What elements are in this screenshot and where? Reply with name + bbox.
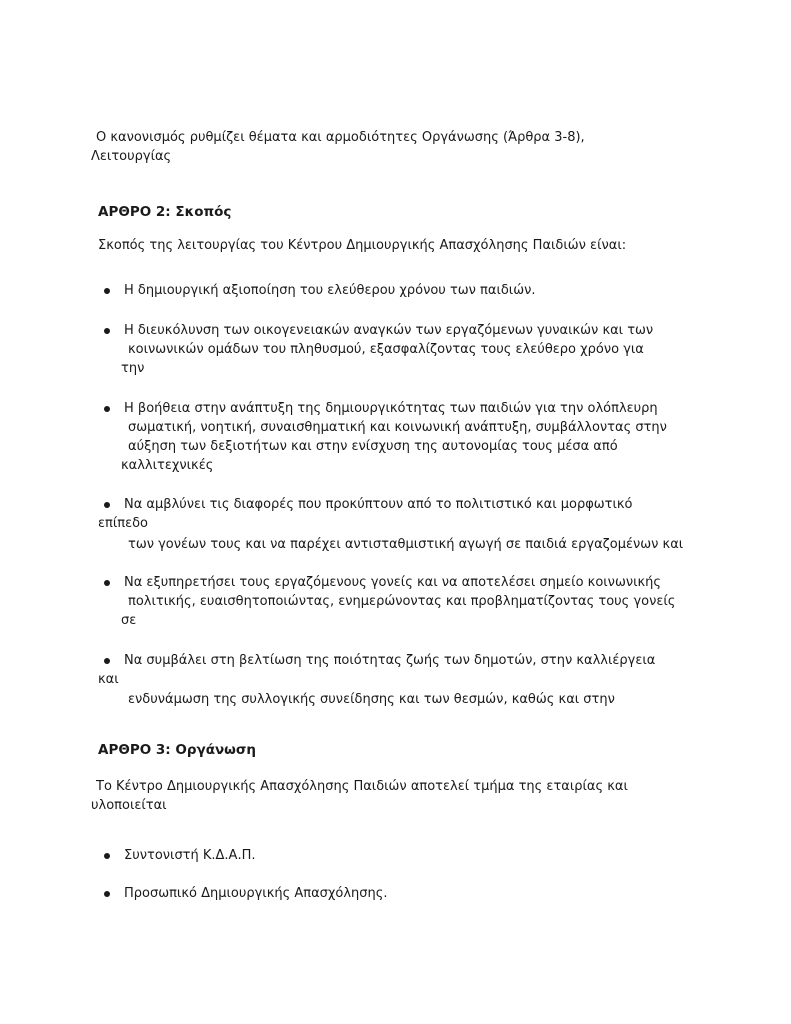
bullet-marker	[104, 580, 110, 586]
bullet-marker	[104, 502, 110, 508]
bullet-text: Να εξυπηρετήσει τους εργαζόμενους γονείς και να αποτελέσει σημείο κοινωνικής	[124, 575, 662, 590]
bullet-text: επίπεδο	[98, 516, 149, 531]
article-3-heading: ΑΡΘΡΟ 3: Οργάνωση	[98, 742, 257, 758]
bullet-marker	[104, 658, 110, 664]
bullet-text: Συντονιστή Κ.Δ.Α.Π.	[124, 848, 256, 863]
bullet-marker	[104, 328, 110, 334]
article-3-lead-line-2: υλοποιείται	[91, 798, 167, 813]
bullet-marker	[104, 288, 110, 294]
bullet-text: σε	[121, 613, 137, 628]
bullet-text: ενδυνάμωση της συλλογικής συνείδησης και των θεσμών, καθώς και στην	[128, 692, 615, 707]
bullet-text: και	[98, 672, 119, 687]
bullet-marker	[104, 891, 110, 897]
bullet-text: Η βοήθεια στην ανάπτυξη της δημιουργικότητας των παιδιών για την ολόπλευρη	[124, 401, 658, 416]
bullet-text: καλλιτεχνικές	[121, 458, 214, 473]
bullet-text: σωματική, νοητική, συναισθηματική και κοινωνική ανάπτυξη, συμβάλλοντας στην	[128, 420, 667, 435]
bullet-text: Να συμβάλει στη βελτίωση της ποιότητας ζωής των δημοτών, στην καλλιέργεια	[124, 653, 656, 668]
intro-line-1: Ο κανονισμός ρυθμίζει θέματα και αρμοδιότητες Οργάνωσης (Άρθρα 3-8),	[96, 130, 585, 145]
bullet-text: πολιτικής, ευαισθητοποιώντας, ενημερώνοντας και προβληματίζοντας τους γονείς	[128, 594, 676, 609]
bullet-text: των γονέων τους και να παρέχει αντισταθμιστική αγωγή σε παιδιά εργαζομένων και	[128, 537, 684, 552]
bullet-text: Η δημιουργική αξιοποίηση του ελεύθερου χρόνου των παιδιών.	[124, 283, 536, 298]
bullet-text: την	[121, 361, 145, 376]
bullet-text: κοινωνικών ομάδων του πληθυσμού, εξασφαλίζοντας τους ελεύθερο χρόνο για	[128, 342, 644, 357]
bullet-text: Να αμβλύνει τις διαφορές που προκύπτουν από το πολιτιστικό και μορφωτικό	[124, 497, 633, 512]
bullet-text: Η διευκόλυνση των οικογενειακών αναγκών των εργαζόμενων γυναικών και των	[124, 323, 654, 338]
bullet-marker	[104, 853, 110, 859]
bullet-text: Προσωπικό Δημιουργικής Απασχόλησης.	[124, 886, 388, 901]
bullet-text: αύξηση των δεξιοτήτων και στην ενίσχυση της αυτονομίας τους μέσα από	[128, 439, 618, 454]
article-3-lead-line-1: Το Κέντρο Δημιουργικής Απασχόλησης Παιδιών αποτελεί τμήμα της εταιρίας και	[96, 779, 628, 794]
bullet-marker	[104, 406, 110, 412]
article-2-lead: Σκοπός της λειτουργίας του Κέντρου Δημιουργικής Απασχόλησης Παιδιών είναι:	[98, 238, 627, 253]
article-2-heading: ΑΡΘΡΟ 2: Σκοπός	[98, 204, 232, 220]
intro-line-2: Λειτουργίας	[91, 149, 172, 164]
